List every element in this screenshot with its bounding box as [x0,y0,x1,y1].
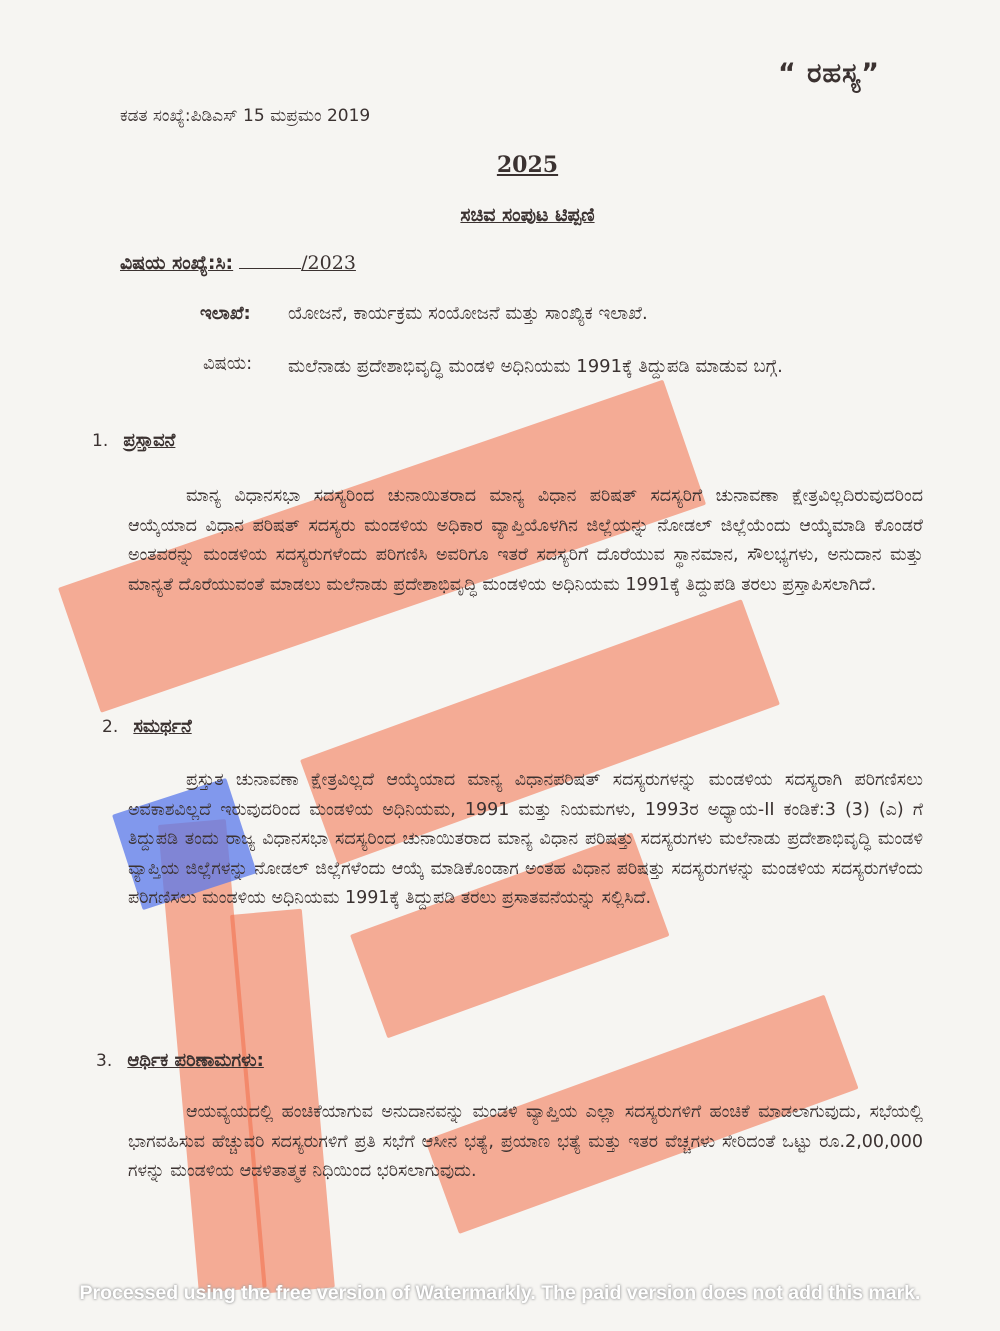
paragraph: ಮಾನ್ಯ ವಿಧಾನಸಭಾ ಸದಸ್ಯರಿಂದ ಚುನಾಯಿತರಾದ ಮಾನ್ಯ ವಿಧಾನ ಪರಿಷತ್ ಸದಸ್ಯರಿಗೆ ಚುನಾವಣಾ ಕ್ಷೇತ್ರವಿಲ್ಲದಿರುವುದರಿಂದ ಆಯ್ಕೆಯಾದ ವಿಧಾನ ಪರಿಷತ್ ಸದಸ್ಯರು ಮಂಡಳಿಯ ಅಧಿಕಾರ ವ್ಯಾಪ್ತಿಯೊಳಗಿನ ಜಿಲ್ಲೆಯನ್ನು ನೋಡಲ್ ಜಿಲ್ಲೆಯೆಂದು ಆಯ್ಕೆಮಾಡಿ ಕೊಂಡರೆ ಅಂತವರನ್ನು ಮಂಡಳಿಯ ಸದಸ್ಯರುಗಳೆಂದು ಪರಿಗಣಿಸಿ ಅವರಿಗೂ ಇತರೆ ಸದಸ್ಯರಿಗೆ ದೊರೆಯುವ ಸ್ಥಾನಮಾನ, ಸೌಲಭ್ಯಗಳು, ಅನುದಾನ ಮತ್ತು ಮಾನ್ಯತೆ ದೊರೆಯುವಂತೆ ಮಾಡಲು ಮಲೆನಾಡು ಪ್ರದೇಶಾಭಿವೃದ್ಧಿ ಮಂಡಳಿಯ ಅಧಿನಿಯಮ 1991ಕ್ಕೆ ತಿದ್ದುಪಡಿ ತರಲು ಪ್ರಸ್ತಾಪಿಸಲಾಗಿದೆ. [128,486,923,595]
section-body-3 [128,1098,923,1187]
section-title: ಪ್ರಸ್ತಾವನೆ [123,430,176,451]
section-title: ಸಮರ್ಥನೆ [133,716,192,737]
subject-number-label: ವಿಷಯ ಸಂಖ್ಯೆ:ಸಿ: [120,252,234,274]
section-body-2 [128,766,923,914]
section-heading-3 [96,1050,264,1071]
section-title: ಆರ್ಥಿಕ ಪರಿಣಾಮಗಳು: [127,1050,264,1071]
section-heading-1 [92,430,175,451]
subject-number [120,252,356,274]
cabinet-note-title: ಸಚಿವ ಸಂಪುಟ ಟಿಪ್ಪಣಿ [460,204,595,226]
subject-number-blank [239,268,301,269]
confidential-label: “ ರಹಸ್ಯ” [778,58,880,89]
subject-label: ವಿಷಯ: [203,353,253,374]
paragraph: ಆಯವ್ಯಯದಲ್ಲಿ ಹಂಚಿಕೆಯಾಗುವ ಅನುದಾನವನ್ನು ಮಂಡಳಿ ವ್ಯಾಪ್ತಿಯ ಎಲ್ಲಾ ಸದಸ್ಯರುಗಳಿಗೆ ಹಂಚಿಕೆ ಮಾಡಲಾಗುವುದು, ಸಭೆಯಲ್ಲಿ ಭಾಗವಹಿಸುವ ಹೆಚ್ಚುವರಿ ಸದಸ್ಯರುಗಳಿಗೆ ಪ್ರತಿ ಸಭೆಗೆ ಆಸೀನ ಭತ್ಯೆ, ಪ್ರಯಾಣ ಭತ್ಯೆ ಮತ್ತು ಇತರ ವೆಚ್ಚಗಳು ಸೇರಿದಂತೆ ಒಟ್ಟು ರೂ.2,00,000 ಗಳನ್ನು ಮಂಡಳಿಯ ಆಡಳಿತಾತ್ಮಕ ನಿಧಿಯಿಂದ ಭರಿಸಲಾಗುವುದು. [128,1102,923,1182]
year-heading: 2025 [496,152,559,178]
subject-number-year: /2023 [301,252,356,274]
paragraph: ಪ್ರಸ್ತುತ ಚುನಾವಣಾ ಕ್ಷೇತ್ರವಿಲ್ಲದೆ ಆಯ್ಕೆಯಾದ ಮಾನ್ಯ ವಿಧಾನಪರಿಷತ್ ಸದಸ್ಯರುಗಳನ್ನು ಮಂಡಳಿಯ ಸದಸ್ಯರಾಗಿ ಪರಿಗಣಿಸಲು ಅವಕಾಶವಿಲ್ಲದೆ ಇರುವುದರಿಂದ ಮಂಡಳಿಯ ಅಧಿನಿಯಮ, 1991 ಮತ್ತು ನಿಯಮಗಳು, 1993ರ ಅಧ್ಯಾಯ-II ಕಂಡಿಕೆ:3 (3) (ಎ) ಗೆ ತಿದ್ದುಪಡಿ ತಂದು ರಾಜ್ಯ ವಿಧಾನಸಭಾ ಸದಸ್ಯರಿಂದ ಚುನಾಯಿತರಾದ ಮಾನ್ಯ ವಿಧಾನ ಪರಿಷತ್ತು ಸದಸ್ಯರುಗಳು ಮಲೆನಾಡು ಪ್ರದೇಶಾಭಿವೃದ್ಧಿ ಮಂಡಳಿ ವ್ಯಾಪ್ತಿಯ ಜಿಲ್ಲೆಗಳನ್ನು ನೋಡಲ್ ಜಿಲ್ಲೆಗಳೆಂದು ಆಯ್ಕೆ ಮಾಡಿಕೊಂಡಾಗ ಅಂತಹ ವಿಧಾನ ಪರಿಷತ್ತು ಸದಸ್ಯರುಗಳನ್ನು ಮಂಡಳಿಯ ಸದಸ್ಯರುಗಳೆಂದು ಪರಿಗಣಿಸಲು ಮಂಡಳಿಯ ಅಧಿನಿಯಮ 1991ಕ್ಕೆ ತಿದ್ದುಪಡಿ ತರಲು ಪ್ರಸಾತವನೆಯನ್ನು ಸಲ್ಲಿಸಿದೆ. [128,770,923,909]
subject-value: ಮಲೆನಾಡು ಪ್ರದೇಶಾಭಿವೃದ್ಧಿ ಮಂಡಳಿ ಅಧಿನಿಯಮ 1991ಕ್ಕೆ ತಿದ್ದುಪಡಿ ಮಾಡುವ ಬಗ್ಗೆ. [288,356,783,377]
section-heading-2 [102,716,192,737]
file-number: ಕಡತ ಸಂಖ್ಯೆ:ಪಿಡಿಎಸ್ 15 ಮಪ್ರಮಂ 2019 [120,106,371,126]
department-value: ಯೋಜನೆ, ಕಾರ್ಯಕ್ರಮ ಸಂಯೋಜನೆ ಮತ್ತು ಸಾಂಖ್ಯಿಕ ಇಲಾಖೆ. [288,303,648,324]
section-number: 3. [96,1051,113,1071]
watermark-footer-text: Processed using the free version of Watermarkly. The paid version does not add this mark. [79,1282,921,1304]
section-number: 2. [102,717,119,737]
section-number: 1. [92,431,109,451]
department-label: ಇಲಾಖೆ: [200,303,251,324]
section-body-1 [128,482,923,600]
